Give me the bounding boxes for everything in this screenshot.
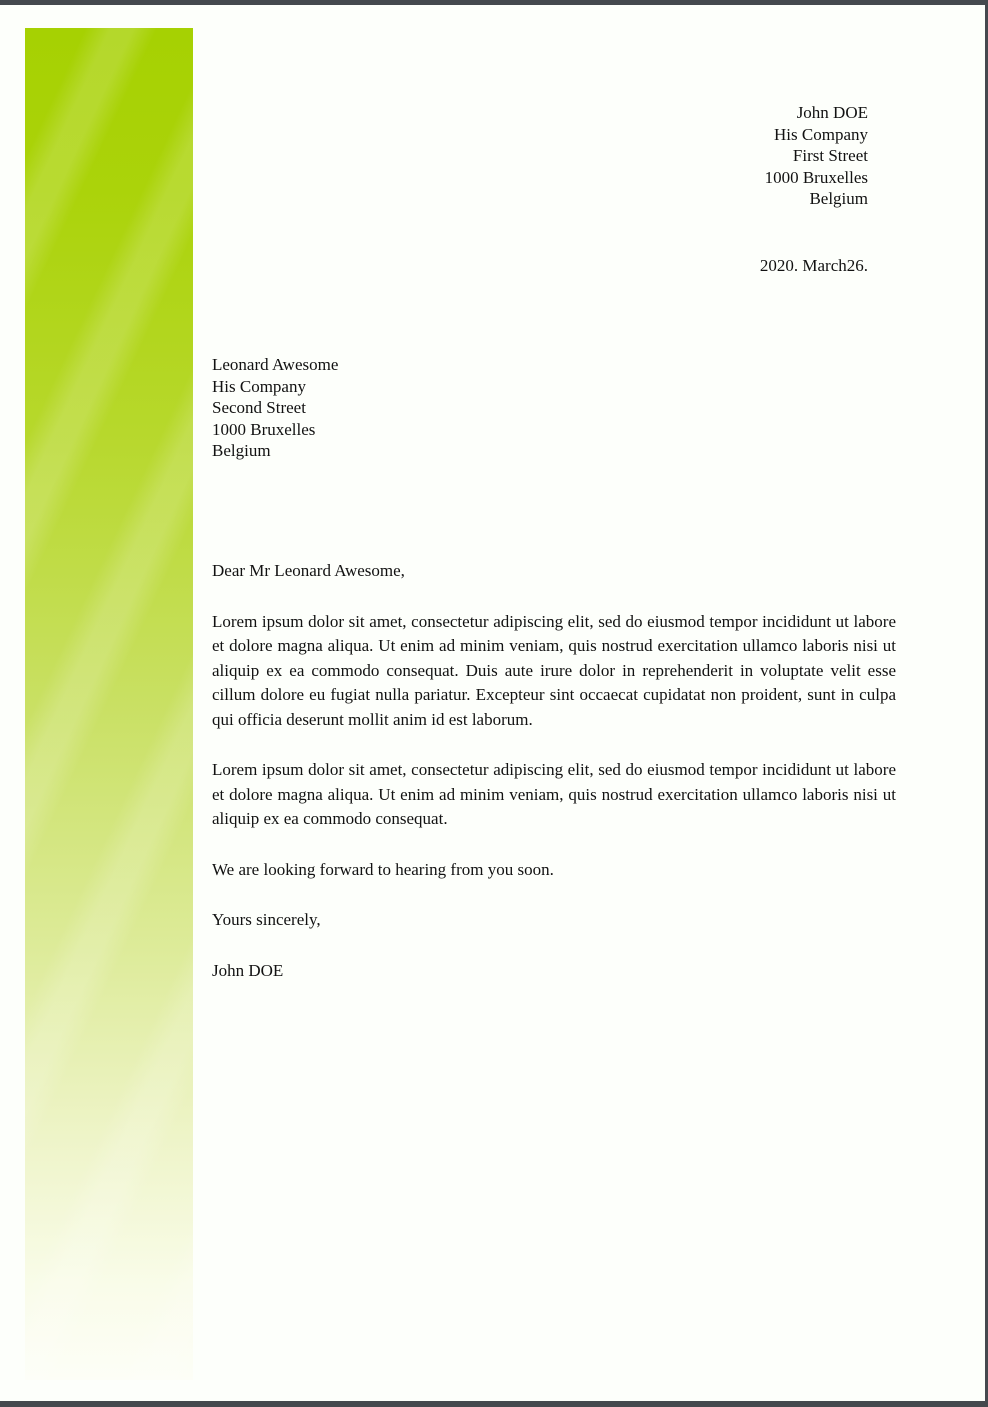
valediction: Yours sincerely, [212, 910, 321, 929]
recipient-address-block [212, 354, 338, 462]
closing-line: We are looking forward to hearing from you soon. [212, 859, 554, 879]
sender-company: His Company [774, 124, 868, 144]
sender-country: Belgium [809, 189, 868, 208]
recipient-name: Leonard Awesome [212, 355, 339, 374]
salutation: Dear Mr Leonard Awesome, [212, 561, 405, 580]
signature-name: John DOE [212, 960, 284, 980]
recipient-company: His Company [212, 376, 306, 396]
decorative-gradient-sidebar [25, 28, 193, 1380]
sender-city: 1000 Bruxelles [764, 167, 868, 187]
letter-body [212, 559, 896, 1009]
sender-street: First Street [792, 146, 868, 165]
sender-name: John DOE [796, 103, 868, 122]
letter-date: 2020. March26. [759, 256, 868, 275]
body-paragraph-1: Lorem ipsum dolor sit amet, consectetur adipiscing elit, sed do eiusmod tempor incididunt ut labore et dolore magna aliqua. Ut enim ad minim veniam, quis nostrud exercitation ullamco laboris nisi ut aliquip ex ea commodo consequat. Duis aute irure dolor in reprehenderit in voluptate velit esse cillum dolore eu fugiat nulla pariatur. Excepteur sint occaecat cupidatat non proident, sunt in culpa qui officia deserunt mollit anim id est laborum. [212, 611, 896, 729]
sender-address-block [765, 102, 868, 210]
recipient-city: 1000 Bruxelles [212, 419, 316, 439]
recipient-country: Belgium [212, 441, 271, 460]
body-paragraph-2: Lorem ipsum dolor sit amet, consectetur adipiscing elit, sed do eiusmod tempor incididunt ut labore et dolore magna aliqua. Ut enim ad minim veniam, quis nostrud exercitation ullamco laboris nisi ut aliquip ex ea commodo consequat. [212, 760, 896, 828]
letter-page [0, 5, 985, 1401]
recipient-street: Second Street [212, 398, 306, 417]
